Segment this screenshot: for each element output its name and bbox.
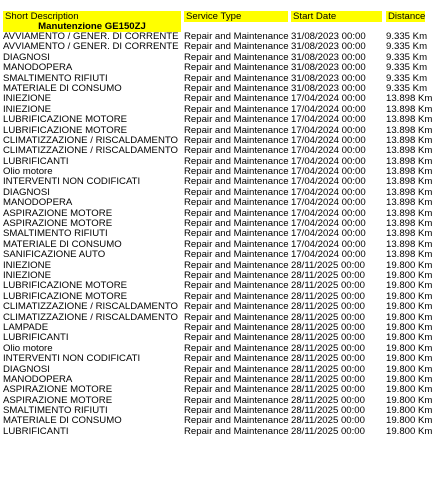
distance-cell: 13.898 Km xyxy=(386,207,432,219)
start-date-cell: 28/11/2025 00:00 xyxy=(291,280,365,292)
distance-cell: 13.898 Km xyxy=(386,228,432,240)
start-date-cell: 31/08/2023 00:00 xyxy=(291,41,366,53)
distance-cell: 19.800 Km xyxy=(386,384,432,396)
service-type-cell: Repair and Maintenance xyxy=(184,290,289,302)
table-row xyxy=(3,425,432,437)
service-type-cell: Repair and Maintenance xyxy=(184,93,289,105)
service-type-cell: Repair and Maintenance xyxy=(184,259,289,271)
service-type-cell: Repair and Maintenance xyxy=(184,155,289,167)
start-date-cell: 31/08/2023 00:00 xyxy=(291,31,366,42)
service-type-cell: Repair and Maintenance xyxy=(184,145,289,157)
short-description-cell: INTERVENTI NON CODIFICATI xyxy=(3,176,141,188)
distance-cell: 13.898 Km xyxy=(386,238,432,250)
distance-cell: 19.800 Km xyxy=(386,332,432,344)
distance-cell: 9.335 Km xyxy=(386,82,428,94)
service-type-cell: Repair and Maintenance xyxy=(184,269,289,281)
service-type-cell: Repair and Maintenance xyxy=(184,197,289,209)
start-date-cell: 17/04/2024 00:00 xyxy=(291,186,366,198)
short-description-cell: MATERIALE DI CONSUMO xyxy=(3,82,122,94)
table-row xyxy=(3,114,432,126)
short-description-cell: LUBRIFICANTI xyxy=(3,332,69,344)
start-date-cell: 17/04/2024 00:00 xyxy=(291,114,366,126)
start-date-cell: 28/11/2025 00:00 xyxy=(291,373,365,385)
short-description-cell: MANODOPERA xyxy=(3,62,73,74)
service-type-cell: Repair and Maintenance xyxy=(184,332,289,344)
distance-cell: 9.335 Km xyxy=(386,51,428,63)
distance-cell: 19.800 Km xyxy=(386,301,432,313)
short-description-cell: LUBRIFICAZIONE MOTORE xyxy=(3,124,128,136)
service-type-cell: Repair and Maintenance xyxy=(184,394,289,406)
service-type-cell: Repair and Maintenance xyxy=(184,41,289,53)
short-description-cell: MANODOPERA xyxy=(3,197,73,209)
short-description-cell: MANODOPERA xyxy=(3,373,73,385)
start-date-cell: 31/08/2023 00:00 xyxy=(291,72,366,84)
short-description-cell: INIEZIONE xyxy=(3,103,51,115)
distance-cell: 13.898 Km xyxy=(386,197,432,209)
short-description-cell: LUBRIFICAZIONE MOTORE xyxy=(3,290,128,302)
service-type-cell: Repair and Maintenance xyxy=(184,342,289,354)
short-description-cell: LUBRIFICANTI xyxy=(3,155,69,167)
table-row xyxy=(3,353,432,365)
start-date-cell: 17/04/2024 00:00 xyxy=(291,249,366,261)
start-date-cell: 17/04/2024 00:00 xyxy=(291,93,366,105)
service-type-cell: Repair and Maintenance xyxy=(184,405,289,417)
distance-cell: 13.898 Km xyxy=(386,155,432,167)
start-date-cell: 17/04/2024 00:00 xyxy=(291,166,366,178)
short-description-cell: AVVIAMENTO / GENER. DI CORRENTE xyxy=(3,41,179,53)
distance-cell: 13.898 Km xyxy=(386,186,432,198)
short-description-cell: ASPIRAZIONE MOTORE xyxy=(3,218,113,230)
start-date-cell: 28/11/2025 00:00 xyxy=(291,415,365,427)
start-date-cell: 17/04/2024 00:00 xyxy=(291,124,366,136)
service-type-cell: Repair and Maintenance xyxy=(184,114,289,126)
start-date-cell: 28/11/2025 00:00 xyxy=(291,353,365,365)
service-type-cell: Repair and Maintenance xyxy=(184,207,289,219)
distance-cell: 19.800 Km xyxy=(386,415,432,427)
start-date-cell: 28/11/2025 00:00 xyxy=(291,259,365,271)
distance-cell: 19.800 Km xyxy=(386,394,432,406)
distance-cell: 19.800 Km xyxy=(386,425,432,437)
short-description-cell: LUBRIFICAZIONE MOTORE xyxy=(3,114,128,126)
service-type-cell: Repair and Maintenance xyxy=(184,425,289,437)
vehicle-title: Manutenzione GE150ZJ xyxy=(3,22,181,32)
short-description-cell: INIEZIONE xyxy=(3,259,51,271)
short-description-cell: AVVIAMENTO / GENER. DI CORRENTE xyxy=(3,31,179,42)
service-type-cell: Repair and Maintenance xyxy=(184,62,289,74)
short-description-cell: SMALTIMENTO RIFIUTI xyxy=(3,405,108,417)
start-date-cell: 28/11/2025 00:00 xyxy=(291,394,365,406)
distance-cell: 13.898 Km xyxy=(386,124,432,136)
service-type-cell: Repair and Maintenance xyxy=(184,186,289,198)
service-type-cell: Repair and Maintenance xyxy=(184,166,289,178)
start-date-cell: 31/08/2023 00:00 xyxy=(291,62,366,74)
maintenance-table xyxy=(3,11,432,437)
service-type-cell: Repair and Maintenance xyxy=(184,228,289,240)
distance-cell: 13.898 Km xyxy=(386,176,432,188)
short-description-cell: LAMPADE xyxy=(3,321,49,333)
table-row xyxy=(3,62,428,74)
short-description-cell: Olio motore xyxy=(3,166,53,178)
service-type-cell: Repair and Maintenance xyxy=(184,51,289,63)
service-type-cell: Repair and Maintenance xyxy=(184,280,289,292)
header-service-type: Service Type xyxy=(184,11,288,22)
short-description-cell: CLIMATIZZAZIONE / RISCALDAMENTO xyxy=(3,311,179,323)
short-description-cell: CLIMATIZZAZIONE / RISCALDAMENTO xyxy=(3,301,179,313)
start-date-cell: 17/04/2024 00:00 xyxy=(291,145,366,157)
start-date-cell: 28/11/2025 00:00 xyxy=(291,342,365,354)
service-type-cell: Repair and Maintenance xyxy=(184,301,289,313)
short-description-cell: SMALTIMENTO RIFIUTI xyxy=(3,228,108,240)
service-type-cell: Repair and Maintenance xyxy=(184,103,289,115)
distance-cell: 19.800 Km xyxy=(386,280,432,292)
distance-cell: 9.335 Km xyxy=(386,31,428,42)
short-description-cell: INIEZIONE xyxy=(3,269,51,281)
start-date-cell: 17/04/2024 00:00 xyxy=(291,134,366,146)
short-description-cell: LUBRIFICANTI xyxy=(3,425,69,437)
service-type-cell: Repair and Maintenance xyxy=(184,134,289,146)
service-type-cell: Repair and Maintenance xyxy=(184,311,289,323)
service-type-cell: Repair and Maintenance xyxy=(184,218,289,230)
short-description-cell: Olio motore xyxy=(3,342,53,354)
header-start-date: Start Date xyxy=(291,11,382,22)
table-body xyxy=(3,31,432,437)
service-type-cell: Repair and Maintenance xyxy=(184,72,289,84)
start-date-cell: 17/04/2024 00:00 xyxy=(291,207,366,219)
service-type-cell: Repair and Maintenance xyxy=(184,176,289,188)
distance-cell: 19.800 Km xyxy=(386,321,432,333)
distance-cell: 19.800 Km xyxy=(386,342,432,354)
start-date-cell: 28/11/2025 00:00 xyxy=(291,301,365,313)
distance-cell: 19.800 Km xyxy=(386,290,432,302)
start-date-cell: 28/11/2025 00:00 xyxy=(291,405,365,417)
service-type-cell: Repair and Maintenance xyxy=(184,415,289,427)
short-description-cell: SANIFICAZIONE AUTO xyxy=(3,249,106,261)
short-description-cell: LUBRIFICAZIONE MOTORE xyxy=(3,280,128,292)
distance-cell: 9.335 Km xyxy=(386,62,428,74)
start-date-cell: 17/04/2024 00:00 xyxy=(291,176,366,188)
distance-cell: 19.800 Km xyxy=(386,363,432,375)
distance-cell: 19.800 Km xyxy=(386,311,432,323)
service-type-cell: Repair and Maintenance xyxy=(184,384,289,396)
service-type-cell: Repair and Maintenance xyxy=(184,238,289,250)
short-description-cell: DIAGNOSI xyxy=(3,51,50,63)
distance-cell: 13.898 Km xyxy=(386,218,432,230)
start-date-cell: 17/04/2024 00:00 xyxy=(291,197,366,209)
start-date-cell: 28/11/2025 00:00 xyxy=(291,384,365,396)
short-description-cell: DIAGNOSI xyxy=(3,186,50,198)
short-description-cell: CLIMATIZZAZIONE / RISCALDAMENTO xyxy=(3,145,179,157)
start-date-cell: 28/11/2025 00:00 xyxy=(291,332,365,344)
distance-cell: 13.898 Km xyxy=(386,166,432,178)
distance-cell: 9.335 Km xyxy=(386,41,428,53)
distance-cell: 19.800 Km xyxy=(386,259,432,271)
start-date-cell: 31/08/2023 00:00 xyxy=(291,51,366,63)
distance-cell: 19.800 Km xyxy=(386,269,432,281)
start-date-cell: 28/11/2025 00:00 xyxy=(291,290,365,302)
distance-cell: 13.898 Km xyxy=(386,134,432,146)
start-date-cell: 31/08/2023 00:00 xyxy=(291,82,366,94)
start-date-cell: 28/11/2025 00:00 xyxy=(291,425,365,437)
start-date-cell: 17/04/2024 00:00 xyxy=(291,228,366,240)
distance-cell: 13.898 Km xyxy=(386,93,432,105)
service-type-cell: Repair and Maintenance xyxy=(184,363,289,375)
distance-cell: 9.335 Km xyxy=(386,72,428,84)
short-description-cell: SMALTIMENTO RIFIUTI xyxy=(3,72,108,84)
distance-cell: 13.898 Km xyxy=(386,249,432,261)
service-type-cell: Repair and Maintenance xyxy=(184,31,289,42)
short-description-cell: INIEZIONE xyxy=(3,93,51,105)
distance-cell: 19.800 Km xyxy=(386,353,432,365)
short-description-cell: CLIMATIZZAZIONE / RISCALDAMENTO xyxy=(3,134,179,146)
distance-cell: 19.800 Km xyxy=(386,405,432,417)
service-type-cell: Repair and Maintenance xyxy=(184,321,289,333)
service-type-cell: Repair and Maintenance xyxy=(184,373,289,385)
start-date-cell: 28/11/2025 00:00 xyxy=(291,269,365,281)
short-description-cell: ASPIRAZIONE MOTORE xyxy=(3,384,113,396)
start-date-cell: 17/04/2024 00:00 xyxy=(291,218,366,230)
start-date-cell: 17/04/2024 00:00 xyxy=(291,155,366,167)
service-type-cell: Repair and Maintenance xyxy=(184,353,289,365)
start-date-cell: 28/11/2025 00:00 xyxy=(291,363,365,375)
table-row xyxy=(3,301,432,313)
short-description-cell: ASPIRAZIONE MOTORE xyxy=(3,394,113,406)
distance-cell: 13.898 Km xyxy=(386,145,432,157)
distance-cell: 13.898 Km xyxy=(386,114,432,126)
service-type-cell: Repair and Maintenance xyxy=(184,82,289,94)
start-date-cell: 28/11/2025 00:00 xyxy=(291,321,365,333)
short-description-cell: MATERIALE DI CONSUMO xyxy=(3,238,122,250)
header-short-description: Short Description xyxy=(3,11,181,22)
service-type-cell: Repair and Maintenance xyxy=(184,249,289,261)
service-type-cell: Repair and Maintenance xyxy=(184,124,289,136)
header-distance: Distance xyxy=(388,11,426,22)
short-description-cell: INTERVENTI NON CODIFICATI xyxy=(3,353,141,365)
short-description-cell: DIAGNOSI xyxy=(3,363,50,375)
start-date-cell: 17/04/2024 00:00 xyxy=(291,103,366,115)
start-date-cell: 28/11/2025 00:00 xyxy=(291,311,365,323)
short-description-cell: ASPIRAZIONE MOTORE xyxy=(3,207,113,219)
distance-cell: 13.898 Km xyxy=(386,103,432,115)
distance-cell: 19.800 Km xyxy=(386,373,432,385)
start-date-cell: 17/04/2024 00:00 xyxy=(291,238,366,250)
short-description-cell: MATERIALE DI CONSUMO xyxy=(3,415,122,427)
